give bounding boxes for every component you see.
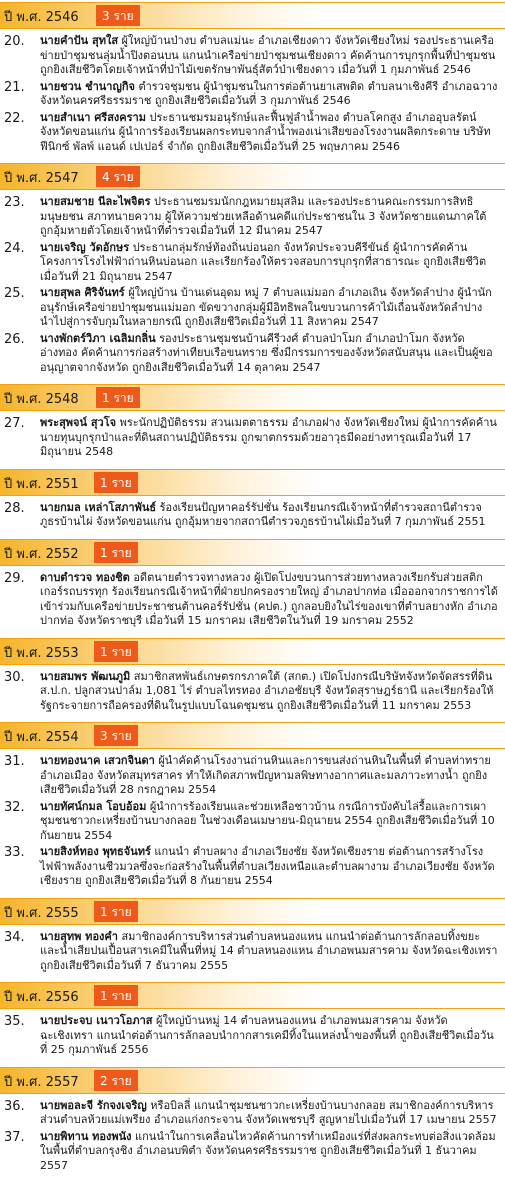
person-name: นายชวน ชำนาญกิจ [40,79,135,93]
year-header [0,1067,505,1094]
person-name: นายสมพร พัฒนภูมิ [40,669,131,683]
entry-detail: พระนักปฏิบัติธรรม สวนเมตตาธรรม อำเภอฝาง จังหวัดเชียงใหม่ ผู้นำการคัดค้านนายทุนบุกรุกป่าและที่ดินสถานปฏิบัติธรรม ถูกฆาตกรรมด้วยอาวุธมีดอย่างทารุณเมื่อวันที่ 17 มิถุนายน 2548 [40,416,497,458]
year-header [0,384,505,411]
entry-number: 30. [4,669,25,685]
entry-number: 24. [4,240,25,256]
year-section [0,722,505,889]
person-name: นายเจริญ วัดอักษร [40,240,130,254]
list-item [0,501,505,530]
year-section [0,1067,505,1174]
person-name: นายทัศน์กมล โอบอ้อม [40,799,147,813]
list-item [0,1014,505,1058]
year-section [0,982,505,1058]
person-name: พระสุพจน์ สุวโจ [40,416,117,429]
list-item [0,286,505,330]
list-item [0,800,505,844]
count-badge: 1 ราย [94,985,138,1006]
entry-detail: สมาชิกองค์การบริหารส่วนตำบลหนองแหน แกนนำต่อต้านการลักลอบทิ้งขยะและน้ำเสียปนเปื้อนสารเคมีในพื้นที่หมู่ 14 ตำบลหนองแหน อำเภอพนมสารคาม จังหวัดฉะเชิงเทรา ถูกยิงเสียชีวิตเมื่อวันที่ 7 ธันวาคม 2555 [40,929,498,972]
list-item [0,754,505,798]
list-item [0,195,505,239]
entry-detail: ตำรวจชุมชน ผู้นำชุมชนในการต่อต้านยาเสพติด ตำบลนาเชิงคีรี อำเภอฉวาง จังหวัดนครศรีธรรมราช ถูกยิงเสียชีวิตเมื่อวันที่ 3 กุมภาพันธ์ 2546 [40,79,498,107]
year-label: ปี พ.ศ. 2548 [4,392,79,407]
entry-detail: แกนนำ ตำบลผาง อำเภอเวียงชัย จังหวัดเชียงราย ต่อต้านการสร้างโรงไฟฟ้าพลังงานชีวมวลซึ่งจะก่อสร้างในพื้นที่ตำบลเวียงเหนือและตำบลผางาม อำเภอเวียงชัย จังหวัดเชียงราย ถูกยิงเสียชีวิตเมื่อวันที่ 8 กันยายน 2554 [40,845,495,887]
entry-detail: ประธานชมรมนักกฎหมายมุสลิม และรองประธานคณะกรรมการสิทธิมนุษยชน สภาทนายความ ผู้ให้ความช่วยเหลือด้านคดีแก่ประชาชนใน 3 จังหวัดชายแดนภาคใต้ ถูกอุ้มหายตัวโดยเจ้าหน้าที่ตำรวจเมื่อวันที่ 12 มีนาคม 2547 [40,195,487,237]
person-name: นายพิทาน ทองพนัง [40,1129,132,1143]
entry-text [40,845,499,889]
year-section [0,469,505,530]
count-badge: 1 ราย [94,641,138,662]
year-header [0,2,505,29]
year-section [0,384,505,460]
entry-text [40,241,499,285]
entry-detail: หรือบิลลี่ แกนนำชุมชนชาวกะเหรี่ยงบ้านบางกลอย สมาชิกองค์การบริหารส่วนตำบลห้วยแม่เพรียง อำเภอแก่งกระจาน จังหวัดเพชรบุรี สูญหายไปเมื่อวันที่ 17 เมษายน 2557 [40,1098,497,1126]
list-item [0,670,505,714]
list-item [0,241,505,285]
year-label: ปี พ.ศ. 2554 [4,730,79,745]
year-header [0,722,505,749]
entry-number: 29. [4,570,25,586]
entry-text [40,332,499,376]
person-name: นายสุทพ ทองคำ [40,929,118,943]
entry-detail: ผู้ใหญ่บ้านป่างบ ตำบลแม่นะ อำเภอเชียงดาว จังหวัดเชียงใหม่ รองประธานเครือข่ายป่าชุมชนลุ่มน้ำปิงตอนบน แกนนำเครือข่ายป่าชุมชนเชียงดาว คัดค้านการบุกรุกพื้นที่ป่าชุมชน ถูกยิงเสียชีวิตโดยเจ้าหน้าที่ป่าไม้เขตรักษาพันธุ์สัตว์ป่าเชียงดาว เมื่อวันที่ 1 กุมภาพันธ์ 2546 [40,34,496,76]
entry-number: 37. [4,1129,25,1145]
year-section [0,898,505,974]
entry-number: 31. [4,754,25,769]
person-name: นายคำปัน สุทใส [40,34,119,47]
entry-number: 23. [4,195,25,210]
entry-number: 32. [4,799,25,815]
year-header [0,898,505,925]
count-badge: 4 ราย [96,166,140,187]
entry-number: 26. [4,331,25,347]
entry-text [40,800,499,844]
list-item [0,845,505,889]
entry-text [40,754,499,798]
person-name: นายทองนาค เสวกจินดา [40,754,155,767]
entry-text [40,80,499,109]
entry-text [40,416,499,460]
list-item [0,80,505,109]
year-label: ปี พ.ศ. 2546 [4,10,79,25]
entry-text [40,670,499,714]
entry-text [40,195,499,239]
entry-number: 28. [4,500,25,516]
count-badge: 2 ราย [94,1070,138,1091]
entry-number: 27. [4,416,25,431]
entry-number: 25. [4,286,25,301]
entry-detail: ผู้นำคัดค้านโรงงานถ่านหินและการขนส่งถ่านหินในพื้นที่ ตำบลท่าทราย อำเภอเมือง จังหวัดสมุทรสาคร ทำให้เกิดสภาพปัญหามลพิษทางอากาศและมลภาวะทางน้ำ ถูกยิงเสียชีวิตเมื่อวันที่ 28 กรกฎาคม 2554 [40,754,491,796]
entry-detail: ผู้ใหญ่บ้าน บ้านเด่นอุดม หมู่ 7 ตำบลแม่มอก อำเภอเถิน จังหวัดลำปาง ผู้นำนักอนุรักษ์เครือข่ายป่าชุมชนแม่มอก ขัดขวางกลุ่มผู้มีอิทธิพลในขบวนการค้าไม้เถื่อนจังหวัดลำปาง นำไปสู่การจับกุมในหลายกรณี ถูกยิงเสียชีวิตเมื่อวันที่ 11 สิงหาคม 2547 [40,286,492,328]
entry-text [40,930,499,974]
entry-detail: อดีตนายตำรวจทางหลวง ผู้เปิดโปงขบวนการส่วยทางหลวงเรียกรับส่วยสติกเกอร์รถบรรทุก ร้องเรียนกรณีเจ้าหน้าที่ฝ่ายปกครองรายใหญ่ อำเภอปากท่อ เมื่อออกจากราชการได้เข้าร่วมกับเครือข่ายประชาชนต้านคอร์รัปชั่น (คปต.) ถูกลอบยิงในไร่ของเขาที่ตำบลยางหัก อำเภอปากท่อ จังหวัดราชบุรี เมื่อวันที่ 15 มกราคม เสียชีวิตในวันที่ 19 มกราคม 2552 [40,570,498,627]
entry-detail: ประธานกลุ่มรักษ์ท้องถิ่นบ่อนอก จังหวัดประจวบคีรีขันธ์ ผู้นำการคัดค้านโครงการโรงไฟฟ้าถ่านหินบ่อนอก และเรียกร้องให้ตรวจสอบการบุกรุกที่สาธารณะ ถูกยิงเสียชีวิตเมื่อวันที่ 21 มิถุนายน 2547 [40,240,487,283]
entry-text [40,571,499,629]
year-header [0,469,505,496]
entry-text [40,501,499,530]
entry-text [40,34,499,78]
entry-number: 35. [4,1014,25,1029]
list-item [0,1099,505,1128]
year-label: ปี พ.ศ. 2556 [4,990,79,1005]
entry-detail: ร้องเรียนปัญหาคอร์รัปชั่น ร้องเรียนกรณีเจ้าหน้าที่ตำรวจสถานีตำรวจภูธรบ้านไผ่ จังหวัดขอนแก่น ถูกอุ้มหายจากสถานีตำรวจภูธรบ้านไผ่เมื่อวันที่ 7 กุมภาพันธ์ 2551 [40,500,486,528]
year-label: ปี พ.ศ. 2552 [4,546,79,562]
year-label: ปี พ.ศ. 2553 [4,645,79,661]
list-item [0,332,505,376]
entry-number: 20. [4,34,25,49]
entry-number: 22. [4,110,25,126]
list-item [0,34,505,78]
entry-detail: สมาชิกสหพันธ์เกษตรกรภาคใต้ (สกต.) เปิดโปงกรณีบริษัทจังหวัดจัดสรรที่ดิน ส.ป.ก. ปลูกสวนปาล์ม 1,081 ไร่ ตำบลไทรทอง อำเภอชัยบุรี จังหวัดสุราษฎร์ธานี และเรียกร้องให้รัฐกระจายการถือครองที่ดินในรูปแบบโฉนดชุมชน ถูกยิงเสียชีวิตเมื่อวันที่ 11 มกราคม 2553 [40,669,494,712]
list-item [0,416,505,460]
entry-detail: ผู้ใหญ่บ้านหมู่ 14 ตำบลหนองแหน อำเภอพนมสารคาม จังหวัดฉะเชิงเทรา แกนนำต่อต้านการลักลอบนำกากสารเคมีทิ้งในแหล่งน้ำของพื้นที่ ถูกยิงเสียชีวิตเมื่อวันที่ 25 กุมภาพันธ์ 2556 [40,1014,494,1056]
year-label: ปี พ.ศ. 2547 [4,171,79,186]
list-item [0,111,505,155]
entry-text [40,111,499,155]
year-header [0,163,505,190]
entry-detail: ผู้นำการร้องเรียนและช่วยเหลือชาวบ้าน กรณีการบังคับไล่รื้อและการเผาชุมชนชาวกะเหรี่ยงบ้านบางกลอย ในช่วงเดือนเมษายน-มิถุนายน 2554 ถูกยิงเสียชีวิตเมื่อวันที่ 10 กันยายน 2554 [40,799,495,842]
year-section [0,2,505,154]
person-name: นายสุพล ศิริจันทร์ [40,286,125,299]
count-badge: 3 ราย [96,5,140,26]
count-badge: 1 ราย [96,387,140,408]
year-header [0,982,505,1009]
year-header [0,638,505,665]
list-item [0,571,505,629]
count-badge: 1 ราย [94,542,138,563]
year-label: ปี พ.ศ. 2555 [4,905,79,921]
year-section [0,638,505,714]
entry-detail: แกนนำในการเคลื่อนไหวคัดค้านการทำเหมืองแร่ที่ส่งผลกระทบต่อสิ่งแวดล้อมในพื้นที่ตำบลกรุงชิง อำเภอนบพิตำ จังหวัดนครศรีธรรมราช ถูกยิงเสียชีวิตเมื่อวันที่ 1 ธันวาคม 2557 [40,1129,496,1172]
count-badge: 1 ราย [94,901,138,922]
person-name: นายประจบ เนาวโอภาส [40,1014,153,1027]
year-section [0,539,505,629]
year-header [0,539,505,566]
entry-text [40,1099,499,1128]
count-badge: 1 ราย [94,472,138,493]
person-name: นายกมล เหล่าโสภาพันธ์ [40,500,157,514]
person-name: นายสำเนา ศรีสงคราม [40,110,146,124]
entry-text [40,1014,499,1058]
person-name: นายสมชาย นีละไพจิตร [40,195,151,208]
person-name: นางพักตร์วิภา เฉลิมกลิ่น [40,331,156,345]
list-item [0,930,505,974]
entry-number: 21. [4,79,25,95]
entry-detail: ประธานชมรมอนุรักษ์และฟื้นฟูลำน้ำพอง ตำบลโคกสูง อำเภออุบลรัตน์ จังหวัดขอนแก่น ผู้นำการร้องเรียนผลกระทบจากลำน้ำพองเน่าเสียของโรงงานผลิตกระดาษ บริษัท ฟีนิกซ์ พัลพ์ แอนด์ เปเปอร์ จำกัด ถูกยิงเสียชีวิตเมื่อวันที่ 25 พฤษภาคม 2546 [40,110,491,153]
count-badge: 3 ราย [94,725,138,746]
entry-number: 34. [4,929,25,945]
year-section [0,163,505,375]
year-label: ปี พ.ศ. 2557 [4,1074,79,1090]
list-item [0,1130,505,1174]
person-name: นายพอละจี รักจงเจริญ [40,1098,147,1112]
year-label: ปี พ.ศ. 2551 [4,476,79,492]
person-name: ดาบตำรวจ ทองชิต [40,570,130,584]
entry-detail: รองประธานชุมชนบ้านคีรีวงศ์ ตำบลป่าโมก อำเภอป่าโมก จังหวัดอ่างทอง คัดค้านการก่อสร้างท่าเทียบเรือขนทราย ซึ่งมีกรรมการของจังหวัดสนับสนุน และเป็นผู้ขออนุญาตจากจังหวัด ถูกยิงเสียชีวิตเมื่อวันที่ 14 ตุลาคม 2547 [40,331,493,374]
entry-text [40,1130,499,1174]
entry-text [40,286,499,330]
person-name: นายสิงห์ทอง พุทธจันทร์ [40,845,151,858]
entry-number: 33. [4,845,25,860]
entry-number: 36. [4,1098,25,1114]
